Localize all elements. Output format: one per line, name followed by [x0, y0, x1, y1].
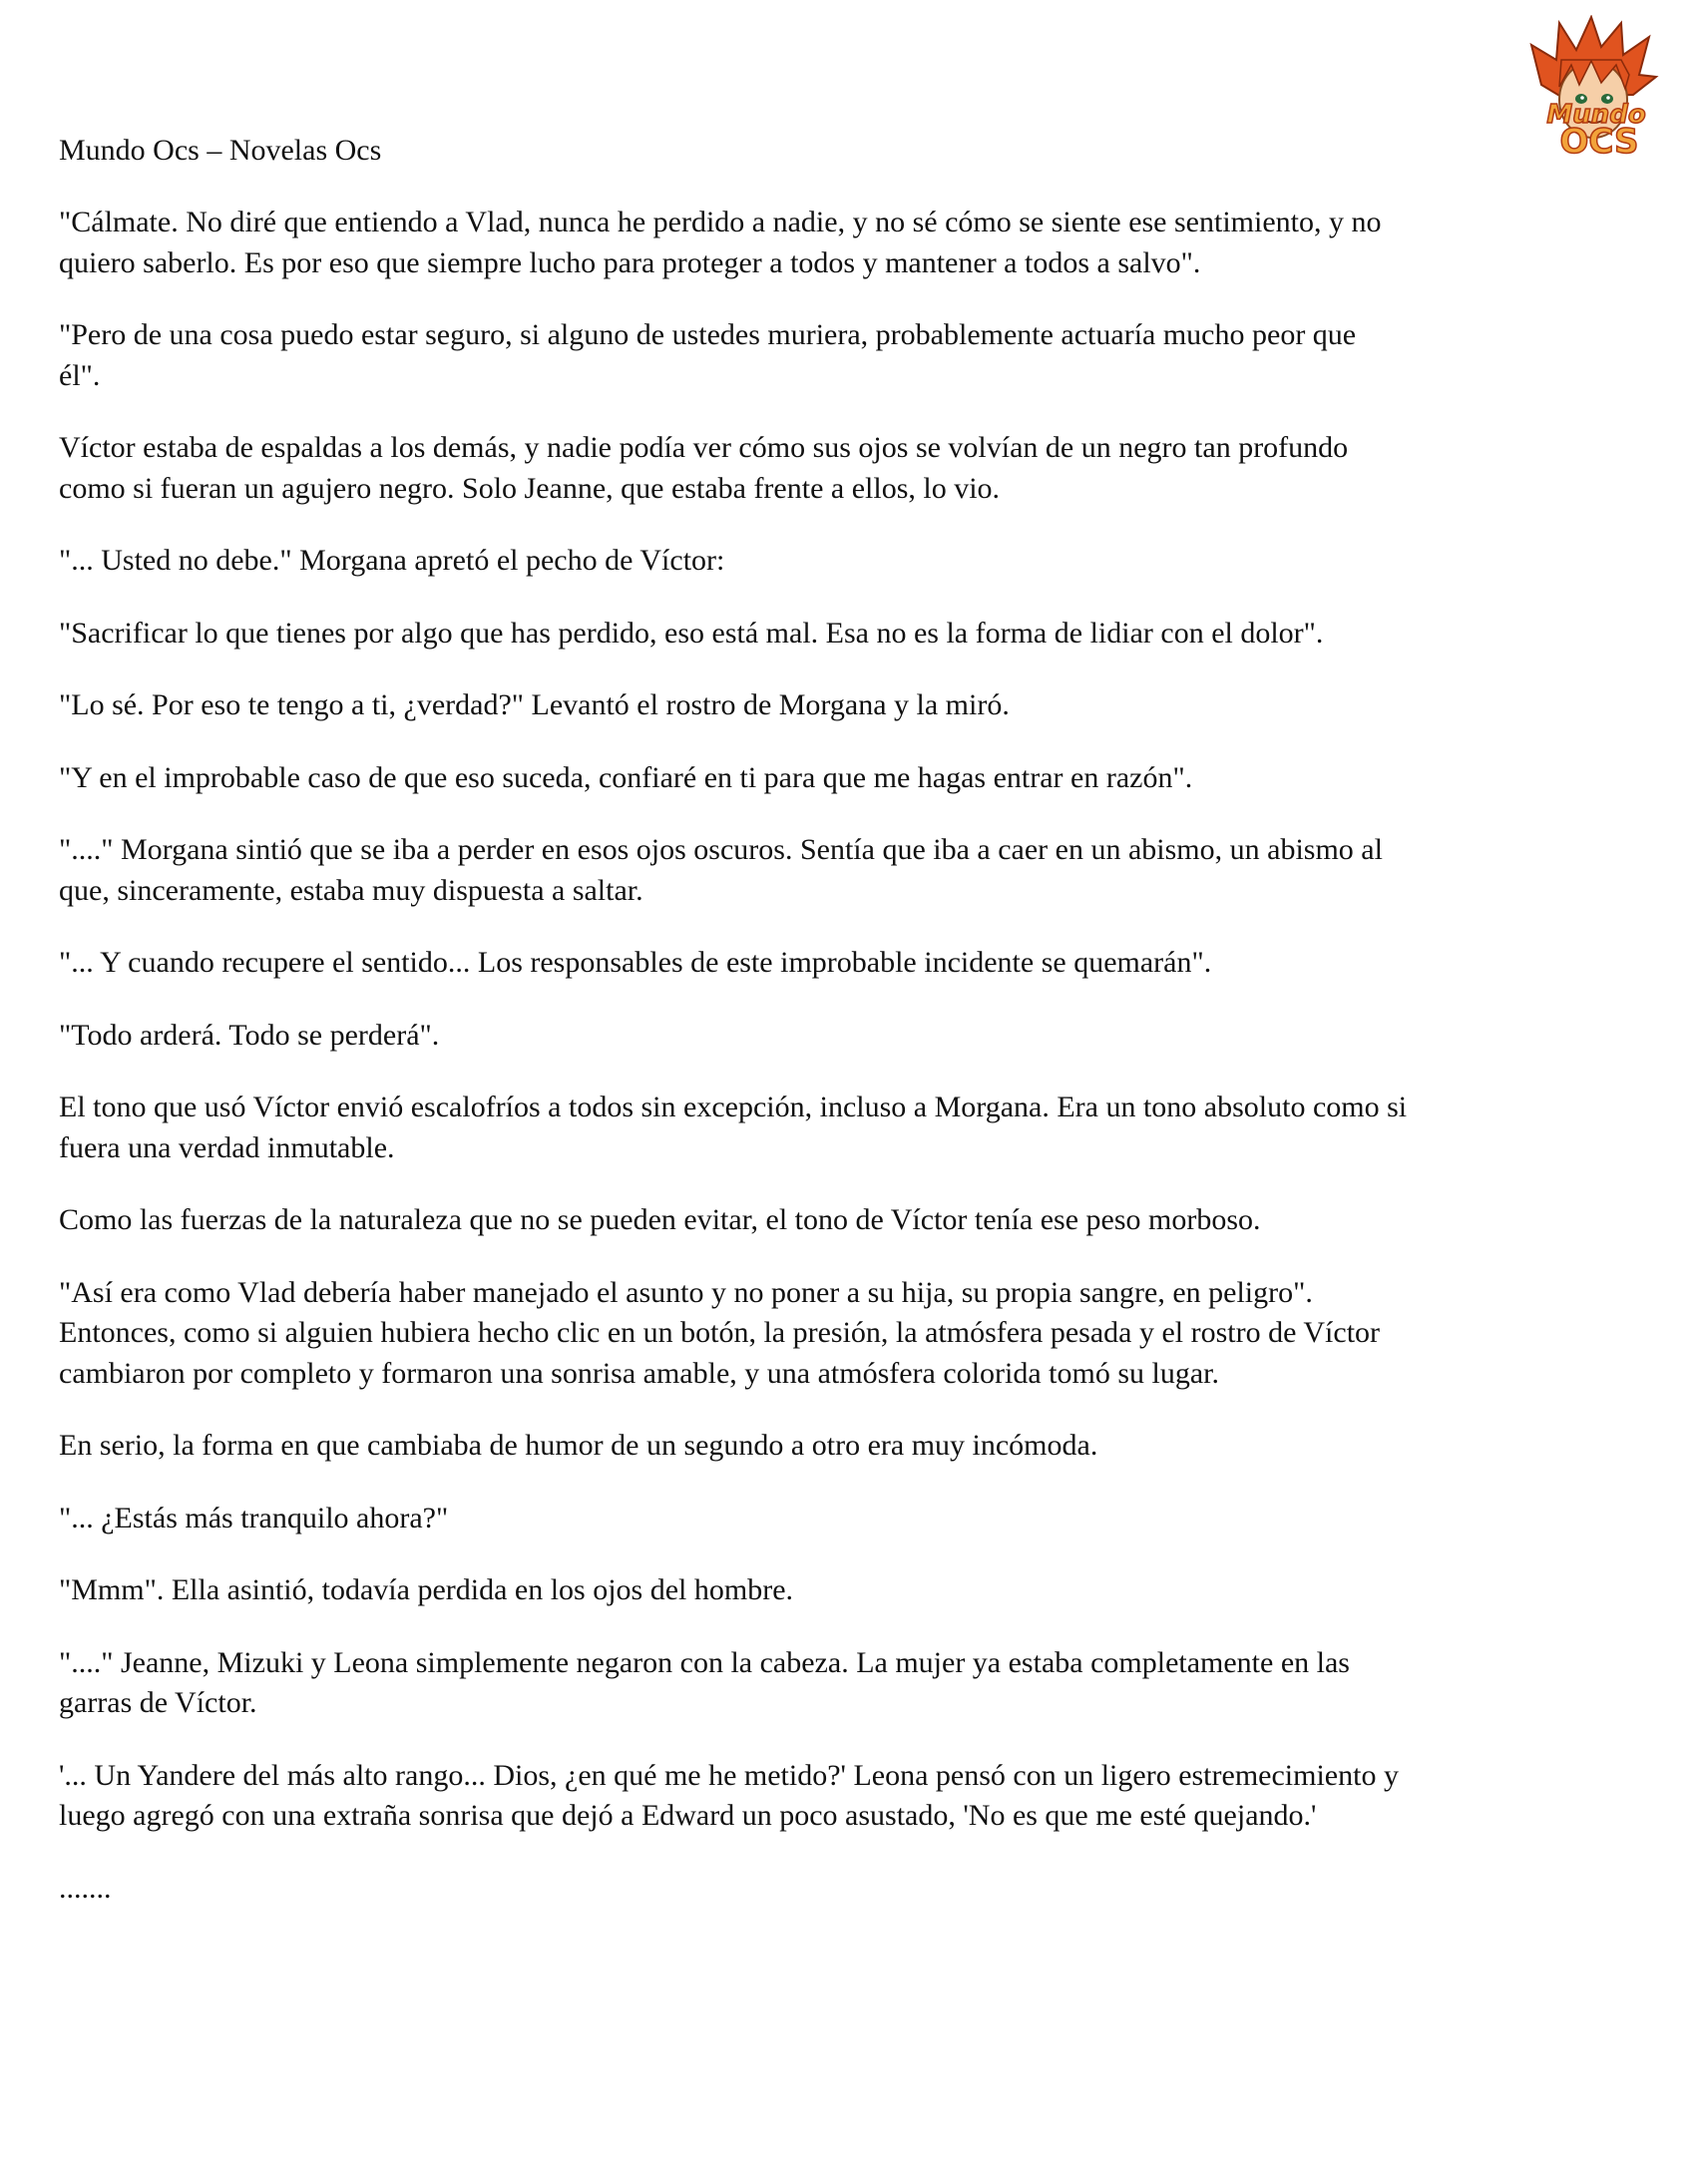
paragraph: "Y en el improbable caso de que eso suceda, confiaré en ti para que me hagas entrar en razón".: [59, 760, 1193, 794]
paragraph: "Cálmate. No diré que entiendo a Vlad, nunca he perdido a nadie, y no sé cómo se siente ese sentimiento, y no quiero saberlo. Es por eso que siempre lucho para proteger a todos y mantener a todos a salvo".: [59, 206, 1382, 279]
paragraph: "... ¿Estás más tranquilo ahora?": [59, 1501, 449, 1534]
paragraph: "... Usted no debe." Morgana apretó el pecho de Víctor:: [59, 544, 725, 577]
paragraph: '... Un Yandere del más alto rango... Dios, ¿en qué me he metido?' Leona pensó con un ligero estremecimiento y luego agregó con una extraña sonrisa que dejó a Edward un poco asustado, 'No es que me esté quejando.': [59, 1758, 1399, 1832]
document-header: Mundo Ocs – Novelas Ocs: [59, 134, 382, 167]
paragraph: .......: [59, 1871, 112, 1905]
paragraph: El tono que usó Víctor envió escalofríos a todos sin excepción, incluso a Morgana. Era un tono absoluto como si fuera una verdad inmutable.: [59, 1091, 1408, 1164]
logo-text-ocs: OCS: [1559, 122, 1639, 162]
paragraph: "...." Morgana sintió que se iba a perder en esos ojos oscuros. Sentía que iba a caer en un abismo, un abismo al que, sinceramente, estaba muy dispuesta a saltar.: [59, 833, 1383, 907]
paragraph: "Sacrificar lo que tienes por algo que has perdido, eso está mal. Esa no es la forma de lidiar con el dolor".: [59, 616, 1324, 650]
paragraph: "Mmm". Ella asintió, todavía perdida en los ojos del hombre.: [59, 1573, 794, 1606]
document-body: [59, 203, 1645, 1941]
paragraph: "Lo sé. Por eso te tengo a ti, ¿verdad?" Levantó el rostro de Morgana y la miró.: [59, 688, 1010, 721]
paragraph: "Todo arderá. Todo se perderá".: [59, 1018, 440, 1052]
paragraph: "...." Jeanne, Mizuki y Leona simplemente negaron con la cabeza. La mujer ya estaba completamente en las garras de Víctor.: [59, 1645, 1350, 1719]
paragraph: Víctor estaba de espaldas a los demás, y nadie podía ver cómo sus ojos se volvían de un negro tan profundo como si fueran un agujero negro. Solo Jeanne, que estaba frente a ellos, lo vio.: [59, 431, 1349, 505]
paragraph: En serio, la forma en que cambiaba de humor de un segundo a otro era muy incómoda.: [59, 1429, 1098, 1462]
mundo-ocs-logo: [1521, 15, 1671, 170]
paragraph: "... Y cuando recupere el sentido... Los responsables de este improbable incidente se quemarán".: [59, 946, 1212, 979]
paragraph: "Así era como Vlad debería haber manejado el asunto y no poner a su hija, su propia sangre, en peligro". Entonces, como si alguien hubiera hecho clic en un botón, la presión, la atmósfera pesada y el rostro de Víctor cambiaron por completo y formaron una sonrisa amable, y una atmósfera colorida tomó su lugar.: [59, 1275, 1381, 1390]
paragraph: Como las fuerzas de la naturaleza que no se pueden evitar, el tono de Víctor tenía ese peso morboso.: [59, 1203, 1261, 1236]
logo-text-mundo: Mundo: [1546, 100, 1646, 130]
paragraph: "Pero de una cosa puedo estar seguro, si alguno de ustedes muriera, probablemente actuaría mucho peor que él".: [59, 318, 1357, 392]
